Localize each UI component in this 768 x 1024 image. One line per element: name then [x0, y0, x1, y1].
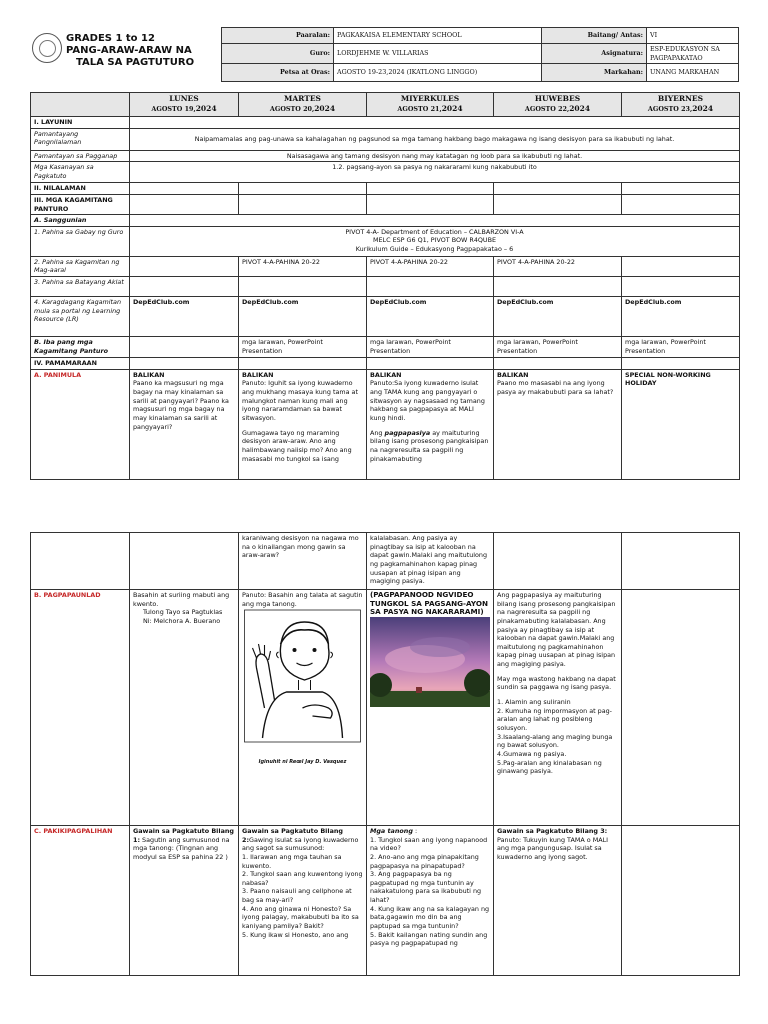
larawan-miyerkules: mga larawan, PowerPoint Presentation — [367, 337, 494, 358]
empty-cell — [622, 358, 740, 370]
question-item: 4. Ano ang ginawa ni Honesto? Sa iyong palagay, makabubuti ba ito sa kaniyang pamilya? Bakit? — [242, 904, 359, 931]
pagpapaunlad-lunes — [130, 590, 239, 826]
row-batayang — [31, 277, 740, 297]
section-kagamitang: III. MGA KAGAMITANG PANTURO — [31, 194, 130, 214]
panimula-lunes — [130, 369, 239, 479]
value-kasanayan: 1.2. pagsang-ayon sa pasya ng nakararami kung nakabubuti ito — [130, 162, 740, 183]
label-paaralan: Paaralan: — [222, 28, 334, 44]
larawan-martes: mga larawan, PowerPoint Presentation — [239, 337, 367, 358]
row-kasanayan — [31, 162, 740, 183]
deped-seal-logo — [32, 33, 62, 63]
panimula-miyerkules — [367, 369, 494, 479]
row-mag-aaral — [31, 256, 740, 276]
step-item: 3.Isaalang-alang ang maging bunga ng bawat solusyon. — [497, 732, 613, 750]
section-layunin: I. LAYUNIN — [31, 117, 130, 129]
row-sanggunian — [31, 215, 740, 227]
corner-cell — [31, 93, 130, 117]
layunin-empty — [130, 117, 740, 129]
gawain-body: Gawing isulat sa iyong kuwaderno ang sagot sa sumusunod: — [242, 835, 359, 853]
gawain-body: Sagutin ang sumusunod na mga tanong: (Tingnan ang modyul sa ESP sa pahina 22 ) — [133, 835, 230, 861]
empty-cell — [239, 277, 367, 297]
row-pagganap — [31, 150, 740, 162]
question-item: 1. Tungkol saan ang iyong napanood na video? — [370, 835, 488, 853]
empty-cell — [494, 358, 622, 370]
video-title: (PAGPAPANOOD NGVIDEO TUNGKOL SA PAGSANG-AYON SA PASYA NG NAKARARAMI) — [370, 590, 488, 617]
story-title: Tulong Tayo sa Pagtuklas — [143, 608, 223, 617]
label-gabay: 1. Pahina sa Gabay ng Guro — [31, 226, 130, 256]
sanggunian-empty — [130, 215, 740, 227]
pagpapaunlad-huwebes-text-1: Ang pagpapasiya ay maituturing bilang isang prosesong pangkaisipan na nagreresulta sa pagpili ng pinakamabuting kalalabasan. Ang pasiya ay pinagtibay sa isip at kalooban na dapat gawin.Malaki ang maitutulong ng pagkamahinahon kapag pinag uusapan at pinag isipan ang magiging pasiya. — [497, 591, 616, 669]
balikan-label: BALIKAN — [133, 370, 165, 379]
gawain-heading: Gawain sa Pagkatuto Bilang 3: — [497, 827, 608, 835]
page-2 — [0, 524, 768, 1024]
step-item: 1. Alamin ang suliranin — [497, 698, 571, 707]
label-guro: Guro: — [222, 44, 334, 64]
pivot-martes: PIVOT 4-A-PAHINA 20-22 — [239, 256, 367, 276]
panimula-biyernes — [622, 369, 740, 479]
pivot-miyerkules: PIVOT 4-A-PAHINA 20-22 — [367, 256, 494, 276]
balikan-label: BALIKAN — [497, 370, 529, 379]
header-row-guro — [222, 44, 739, 64]
empty-cell — [494, 194, 622, 214]
row-pamantayang — [31, 128, 740, 150]
day-name: HUWEBES — [534, 94, 581, 103]
label-batayang: 3. Pahina sa Batayang Aklat — [31, 277, 130, 297]
day-year: 2024 — [569, 104, 591, 114]
label-markahan: Markahan: — [542, 64, 647, 82]
panimula-martes — [239, 369, 367, 479]
row-continuation — [31, 533, 740, 590]
link-depedclub-biyernes[interactable]: DepEdClub.com — [622, 297, 740, 337]
day-miyerkules — [367, 93, 494, 117]
empty-cell — [622, 183, 740, 195]
section-nilalaman: II. NILALAMAN — [31, 183, 130, 195]
link-depedclub-lunes[interactable]: DepEdClub.com — [130, 297, 239, 337]
empty-cell — [130, 533, 239, 590]
holiday-label: SPECIAL NON-WORKING HOLIDAY — [625, 370, 711, 388]
value-paaralan: PAGKAKAISA ELEMENTARY SCHOOL — [334, 28, 542, 44]
empty-cell — [367, 183, 494, 195]
panimula-miyerkules-text-1: Panuto:Sa iyong kuwaderno isulat ang TAMA kung ang pangyayari o sitwasyon ay nagsasaad ng tamang hakbang sa pagpapasya at MALI kung hindi. — [370, 379, 485, 422]
label-asignatura: Asignatura: — [542, 44, 647, 64]
row-pamamaraan — [31, 358, 740, 370]
day-name: LUNES — [169, 94, 199, 103]
panimula-martes-text-1: Panuto: Iguhit sa iyong kuwaderno ang mukhang masaya kung tama at malungkot naman kung mali ang iyong nararamdaman sa bawat sitwasyon. — [242, 379, 358, 422]
empty-cell — [239, 183, 367, 195]
panimula-miyerkules-text-2 — [370, 429, 490, 464]
row-kagamitang — [31, 194, 740, 214]
row-iba-pang — [31, 337, 740, 358]
pagpapaunlad-martes-text: Panuto: Basahin ang talata at sagutin ang mga tanong. — [242, 591, 363, 608]
gawain-heading: Gawain sa Pagkatuto Bilang 2: — [242, 827, 344, 844]
day-date: AGOSTO 23, — [647, 105, 693, 114]
lesson-plan-table-p2 — [30, 532, 740, 976]
day-year: 2024 — [195, 104, 217, 114]
question-item: 3. Ang pagpapasya ba ng pagpatupad ng mga tuntunin ay nakakatulong para sa ikabubuti ng lahat? — [370, 870, 482, 905]
day-header-row — [31, 93, 740, 117]
text-span: ay maituturing bilang isang prosesong pangkaisipan na nagreresulta sa pagpili ng pinakamabuting — [370, 428, 489, 463]
cont-miyerkules: kalalabasan. Ang pasiya ay pinagtibay sa isip at kalooban na dapat gawin.Malaki ang maitutulong ng pagkamahinahon kapag pinag uusapan at pinag isipan ang magiging pasiya. — [367, 533, 494, 590]
day-biyernes — [622, 93, 740, 117]
day-name: MARTES — [284, 94, 321, 103]
day-name: MIYERKULES — [400, 94, 460, 103]
gabay-line: Kurikulum Guide – Edukasyong Pagpapakatao – 6 — [355, 245, 514, 254]
empty-cell — [130, 183, 239, 195]
value-pagganap: Naisasagawa ang tamang desisyon nang may katatagan ng loob para sa ikabubuti ng lahat. — [130, 150, 740, 162]
label-petsa: Petsa at Oras: — [222, 64, 334, 82]
text-span: Ang — [370, 428, 385, 437]
gawain-heading: Gawain sa Pagkatuto Bilang 1: — [133, 827, 235, 844]
empty-cell — [494, 183, 622, 195]
lesson-plan-table-p1 — [30, 92, 740, 480]
header-info-table — [221, 27, 739, 82]
day-year: 2024 — [441, 104, 463, 114]
empty-cell — [494, 277, 622, 297]
section-sanggunian: A. Sanggunian — [31, 215, 130, 227]
question-item: 4. Kung ikaw ang na sa kalagayan ng bata,gagawin mo din ba ang paptupad sa mga tuntunin? — [370, 904, 490, 931]
empty-cell — [622, 256, 740, 276]
question-item: 5. Bakit kailangan nating sundin ang pasya ng pagpapatupad ng — [370, 930, 488, 948]
empty-cell — [367, 277, 494, 297]
day-date: AGOSTO 19, — [151, 105, 196, 114]
row-layunin — [31, 117, 740, 129]
value-baitang: VI — [647, 28, 739, 44]
section-pagpapaunlad: B. PAGPAPAUNLAD — [31, 590, 130, 826]
pagpapaunlad-martes — [239, 590, 367, 826]
empty-cell — [130, 337, 239, 358]
step-item: 4.Gumawa ng pasiya. — [497, 749, 567, 758]
value-guro: LORDJEHME W. VILLARIAS — [334, 44, 542, 64]
link-depedclub-miyerkules[interactable]: DepEdClub.com — [367, 297, 494, 337]
day-year: 2024 — [692, 104, 714, 114]
gawain-body: Panuto: Tukuyin kung TAMA o MALI ang mga pangungusap. Isulat sa kuwaderno ang iyong sagot. — [497, 835, 609, 861]
row-gabay — [31, 226, 740, 256]
header-row-petsa — [222, 64, 739, 82]
cont-martes: karaniwang desisyon na nagawa mo na o kinailangan mong gawin sa araw-araw? — [239, 533, 367, 590]
pagpapasiya-term: pagpapasiya — [384, 428, 431, 437]
boy-waving-illustration — [242, 608, 363, 758]
row-panimula — [31, 369, 740, 479]
label-baitang: Baitang/ Antas: — [542, 28, 647, 44]
value-gabay — [130, 226, 740, 256]
title-line-1: GRADES 1 to 12 — [66, 33, 155, 44]
empty-cell — [622, 277, 740, 297]
value-asignatura: ESP-EDUKASYON SA PAGPAPAKATAO — [647, 44, 739, 64]
label-mag-aaral: 2. Pahina sa Kagamitan ng Mag-aaral — [31, 256, 130, 276]
question-item: 3. Paano naisauli ang cellphone at bag sa may-ari? — [242, 887, 352, 905]
illustration-caption: Iginuhit ni Reœl Jay D. Vasquez — [258, 759, 347, 766]
sunset-video-thumbnail[interactable] — [370, 617, 490, 707]
empty-cell — [130, 256, 239, 276]
panimula-lunes-text: Paano ka magsusuri ng mga bagay na may kinalaman sa sarili at pangyayari? Paano ka magsusuri ng mga bagay na may kinalaman sa sarili at pangyayari? — [133, 379, 229, 431]
empty-cell — [130, 277, 239, 297]
panimula-martes-text-2: Gumagawa tayo ng maraming desisyon araw-araw. Ano ang halimbawang naiisip mo? Ano ang masasabi mo tungkol sa isang — [242, 428, 352, 463]
day-date: AGOSTO 22, — [524, 105, 570, 114]
empty-cell — [367, 194, 494, 214]
question-item: 5. Kung ikaw si Honesto, ano ang — [242, 930, 349, 939]
header-row-school — [222, 28, 739, 44]
pagpapaunlad-huwebes-text-2: May mga wastong hakbang na dapat sundin sa paggawa ng isang pasya. — [497, 674, 616, 692]
question-item: 2. Ano-ano ang mga pinapakitang pagpapasya na pinapatupad? — [370, 852, 479, 870]
empty-cell — [622, 826, 740, 976]
value-markahan: UNANG MARKAHAN — [647, 64, 739, 82]
day-huwebes — [494, 93, 622, 117]
pakikipagpalihan-huwebes — [494, 826, 622, 976]
title-line-2: PANG-ARAW-ARAW NA — [66, 45, 192, 56]
empty-cell — [239, 194, 367, 214]
story-author: Ni: Melchora A. Buerano — [143, 616, 221, 625]
pagpapaunlad-miyerkules — [367, 590, 494, 826]
value-petsa: AGOSTO 19-23,2024 (IKATLONG LINGGO) — [334, 64, 542, 82]
panimula-huwebes-text: Paano mo masasabi na ang iyong pasya ay makabubuti para sa lahat? — [497, 379, 614, 397]
label-pagganap: Pamantayan sa Pagganap — [31, 150, 130, 162]
pagpapaunlad-lunes-text: Basahin at suriing mabuti ang kwento. — [133, 591, 230, 608]
step-item: 5.Pag-aralan ang kinalabasan ng ginawang pasiya. — [497, 758, 602, 776]
pakikipagpalihan-martes — [239, 826, 367, 976]
balikan-label: BALIKAN — [242, 370, 274, 379]
empty-cell — [31, 533, 130, 590]
day-martes — [239, 93, 367, 117]
empty-cell — [622, 194, 740, 214]
larawan-biyernes: mga larawan, PowerPoint Presentation — [622, 337, 740, 358]
pakikipagpalihan-lunes — [130, 826, 239, 976]
link-depedclub-huwebes[interactable]: DepEdClub.com — [494, 297, 622, 337]
pagpapaunlad-huwebes — [494, 590, 622, 826]
title-line-3: TALA SA PAGTUTURO — [76, 57, 195, 68]
pivot-huwebes: PIVOT 4-A-PAHINA 20-22 — [494, 256, 622, 276]
empty-cell — [622, 590, 740, 826]
day-name: BIYERNES — [657, 94, 704, 103]
row-pakikipagpalihan — [31, 826, 740, 976]
value-pamantayang: Naipamamalas ang pag-unawa sa kahalagahan ng pagsunod sa mga tamang hakbang bago makagawa ng isang desisyon para sa ikabubuti ng lahat. — [130, 128, 740, 150]
section-pamamaraan: IV. PAMAMARAAN — [31, 358, 130, 370]
empty-cell — [239, 358, 367, 370]
section-panimula: A. PANIMULA — [31, 369, 130, 479]
label-karagdagang: 4. Karagdagang Kagamitan mula sa portal ng Learning Resource (LR) — [31, 297, 130, 337]
pakikipagpalihan-miyerkules: Mga tanong : 1. Tungkol saan ang iyong napanood na video? 2. Ano-ano ang mga pinapakitang pagpapasya na pinapatupad? 3. Ang pagpapasya ba ng pagpatupad ng mga tuntunin ay nakakatulong para sa ikabubuti ng lahat? 4. Kung ikaw ang na sa kalagayan ng bata,gagawin mo din ba ang paptupad sa mga tuntunin? 5. Bakit kailangan nating sundin ang pasya ng pagpapatupad ng — [367, 826, 494, 976]
empty-cell — [130, 194, 239, 214]
empty-cell — [494, 533, 622, 590]
label-kasanayan: Mga Kasanayan sa Pagkatuto — [31, 162, 130, 183]
day-year: 2024 — [314, 104, 336, 114]
gabay-line: MELC ESP G6 Q1, PIVOT BOW R4QUBE — [372, 236, 497, 245]
balikan-label: BALIKAN — [370, 370, 402, 379]
label-pamantayang: Pamantayang Pangnilalaman — [31, 128, 130, 150]
empty-cell — [130, 358, 239, 370]
day-date: AGOSTO 21, — [397, 105, 442, 114]
page-1 — [0, 0, 768, 480]
day-date: AGOSTO 20, — [269, 105, 315, 114]
empty-cell — [367, 358, 494, 370]
question-item: 2. Tungkol saan ang kuwentong iyong nabasa? — [242, 870, 363, 887]
row-nilalaman — [31, 183, 740, 195]
document-title — [66, 33, 216, 69]
section-pakikipagpalihan: C. PAKIKIPAGPALIHAN — [31, 826, 130, 976]
gabay-line: PIVOT 4-A- Department of Education – CALBARZON VI-A — [345, 227, 524, 236]
empty-cell — [622, 533, 740, 590]
row-pagpapaunlad — [31, 590, 740, 826]
question-item: 1. Ilarawan ang mga tauhan sa kuwento. — [242, 852, 342, 870]
link-depedclub-martes[interactable]: DepEdClub.com — [239, 297, 367, 337]
mga-tanong-heading: Mga tanong — [370, 827, 413, 835]
day-lunes — [130, 93, 239, 117]
step-item: 2. Kumuha ng impormasyon at pag-aralan ang lahat ng posibleng solusyon. — [497, 706, 612, 732]
label-iba-pang: B. Iba pang mga Kagamitang Panturo — [31, 337, 130, 358]
row-karagdagang — [31, 297, 740, 337]
larawan-huwebes: mga larawan, PowerPoint Presentation — [494, 337, 622, 358]
panimula-huwebes — [494, 369, 622, 479]
